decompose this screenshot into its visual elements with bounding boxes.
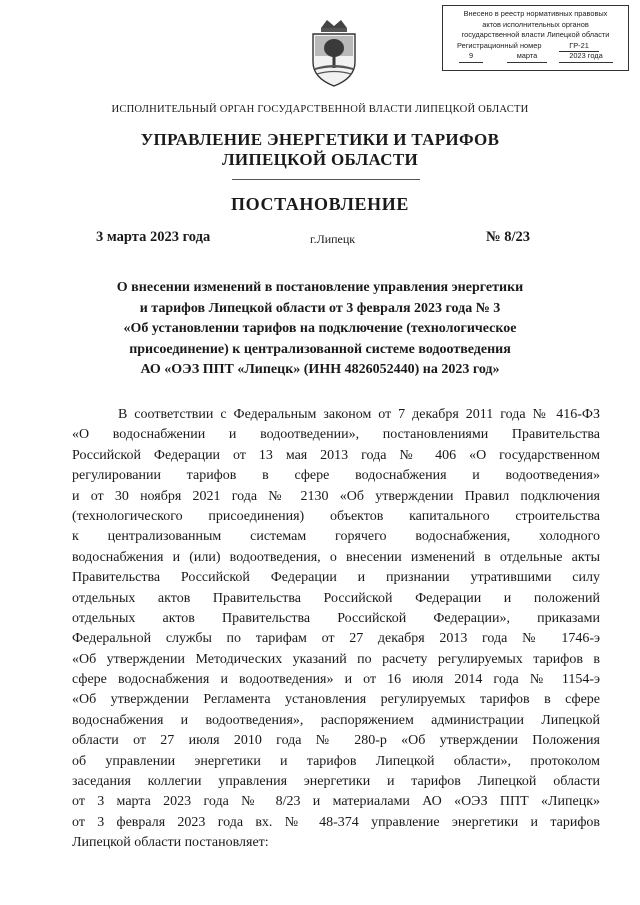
title-line: АО «ОЭЗ ППТ «Липецк» (ИНН 4826052440) на 2023 год» bbox=[140, 362, 500, 377]
body-line: водоснабжения и водоотведения», распоряжением администрации Липецкой bbox=[72, 712, 600, 728]
body-line: заседания коллегии управления энергетики и тарифов Липецкой области bbox=[72, 774, 600, 790]
title-line: «Об установлении тарифов на подключение (технологическое bbox=[123, 321, 517, 336]
document-type: ПОСТАНОВЛЕНИЕ bbox=[231, 194, 409, 214]
body-line: регулировании тарифов в сфере водоснабжения и водоотведения» bbox=[72, 468, 600, 484]
document-title bbox=[60, 278, 580, 381]
stamp-line: Внесено в реестр нормативных правовых bbox=[463, 9, 608, 18]
title-line: и тарифов Липецкой области от 3 февраля 2023 года № 3 bbox=[139, 300, 501, 316]
body-line: от 3 февраля 2023 года вх. № 48-374 управление энергетики и тарифов bbox=[72, 814, 600, 830]
body-line: Федеральной службы по тарифам от 27 декабря 2013 года № 1746-э bbox=[72, 631, 600, 647]
document-number: № 8/23 bbox=[486, 229, 530, 245]
department-name-line: ЛИПЕЦКОЙ ОБЛАСТИ bbox=[221, 150, 419, 169]
document-date: 3 марта 2023 года bbox=[96, 229, 211, 245]
body-line: от 3 марта 2023 года № 8/23 и материалами АО «ОЭЗ ППТ «Липецк» bbox=[72, 794, 600, 810]
stamp-month: марта bbox=[507, 51, 547, 63]
body-line: «О водоснабжении и водоотведении», постановлениями Правительства bbox=[72, 427, 600, 443]
body-line: Правительства Российской Федерации и признании утратившими силу bbox=[72, 570, 600, 586]
body-line: Российской Федерации от 13 мая 2013 года № 406 «О государственном bbox=[72, 447, 600, 463]
department-name bbox=[0, 130, 640, 170]
title-line: О внесении изменений в постановление управления энергетики bbox=[116, 280, 524, 295]
registry-stamp bbox=[442, 5, 629, 71]
body-line: к централизованным системам горячего водоснабжения, холодного bbox=[72, 529, 600, 545]
stamp-year: 2023 года bbox=[559, 51, 613, 63]
coat-of-arms-emblem bbox=[307, 18, 361, 88]
preamble-paragraph bbox=[72, 405, 600, 854]
body-line: области от 27 июля 2010 года № 280-р «Об утверждении Положения bbox=[72, 733, 600, 749]
body-line: «Об утверждении Методических указаний по расчету регулируемых тарифов в bbox=[72, 651, 600, 667]
stamp-day: 9 bbox=[459, 51, 483, 63]
body-line: (технологического присоединения) объектов капитального строительства bbox=[72, 508, 600, 524]
stamp-line: государственной власти Липецкой области bbox=[461, 30, 610, 39]
issuing-authority: ИСПОЛНИТЕЛЬНЫЙ ОРГАН ГОСУДАРСТВЕННОЙ ВЛАСТИ ЛИПЕЦКОЙ ОБЛАСТИ bbox=[111, 104, 529, 115]
header-divider bbox=[232, 179, 420, 180]
stamp-line: актов исполнительных органов bbox=[482, 19, 589, 29]
body-line: об управлении энергетики и тарифов Липецкой области», протоколом bbox=[72, 753, 600, 769]
body-line: «Об утверждении Регламента установления регулируемых тарифов в сфере bbox=[72, 692, 600, 708]
body-line: отдельных актов Правительства Российской Федерации и положений bbox=[72, 590, 600, 606]
body-line: сфере водоснабжения и водоотведения» и от 16 июля 2014 года № 1154-э bbox=[72, 672, 600, 688]
body-line: и от 30 ноября 2021 года № 2130 «Об утверждении Правил подключения bbox=[72, 488, 600, 504]
body-line: водоснабжения и (или) водоотведения, о внесении изменений в отдельные акты bbox=[72, 549, 600, 565]
body-line: В соответствии с Федеральным законом от 7 декабря 2011 года № 416-ФЗ bbox=[118, 407, 600, 422]
document-city: г.Липецк bbox=[310, 232, 356, 246]
title-line: присоединение) к централизованной системе водоотведения bbox=[129, 341, 511, 357]
stamp-reg-label: Регистрационный номер bbox=[457, 40, 542, 50]
body-line: отдельных актов Правительства Российской Федерации», приказами bbox=[72, 610, 600, 626]
department-name-line: УПРАВЛЕНИЕ ЭНЕРГЕТИКИ И ТАРИФОВ bbox=[140, 130, 500, 149]
body-line: Липецкой области постановляет: bbox=[72, 835, 269, 851]
stamp-reg-number: ГР-21 bbox=[559, 41, 599, 53]
